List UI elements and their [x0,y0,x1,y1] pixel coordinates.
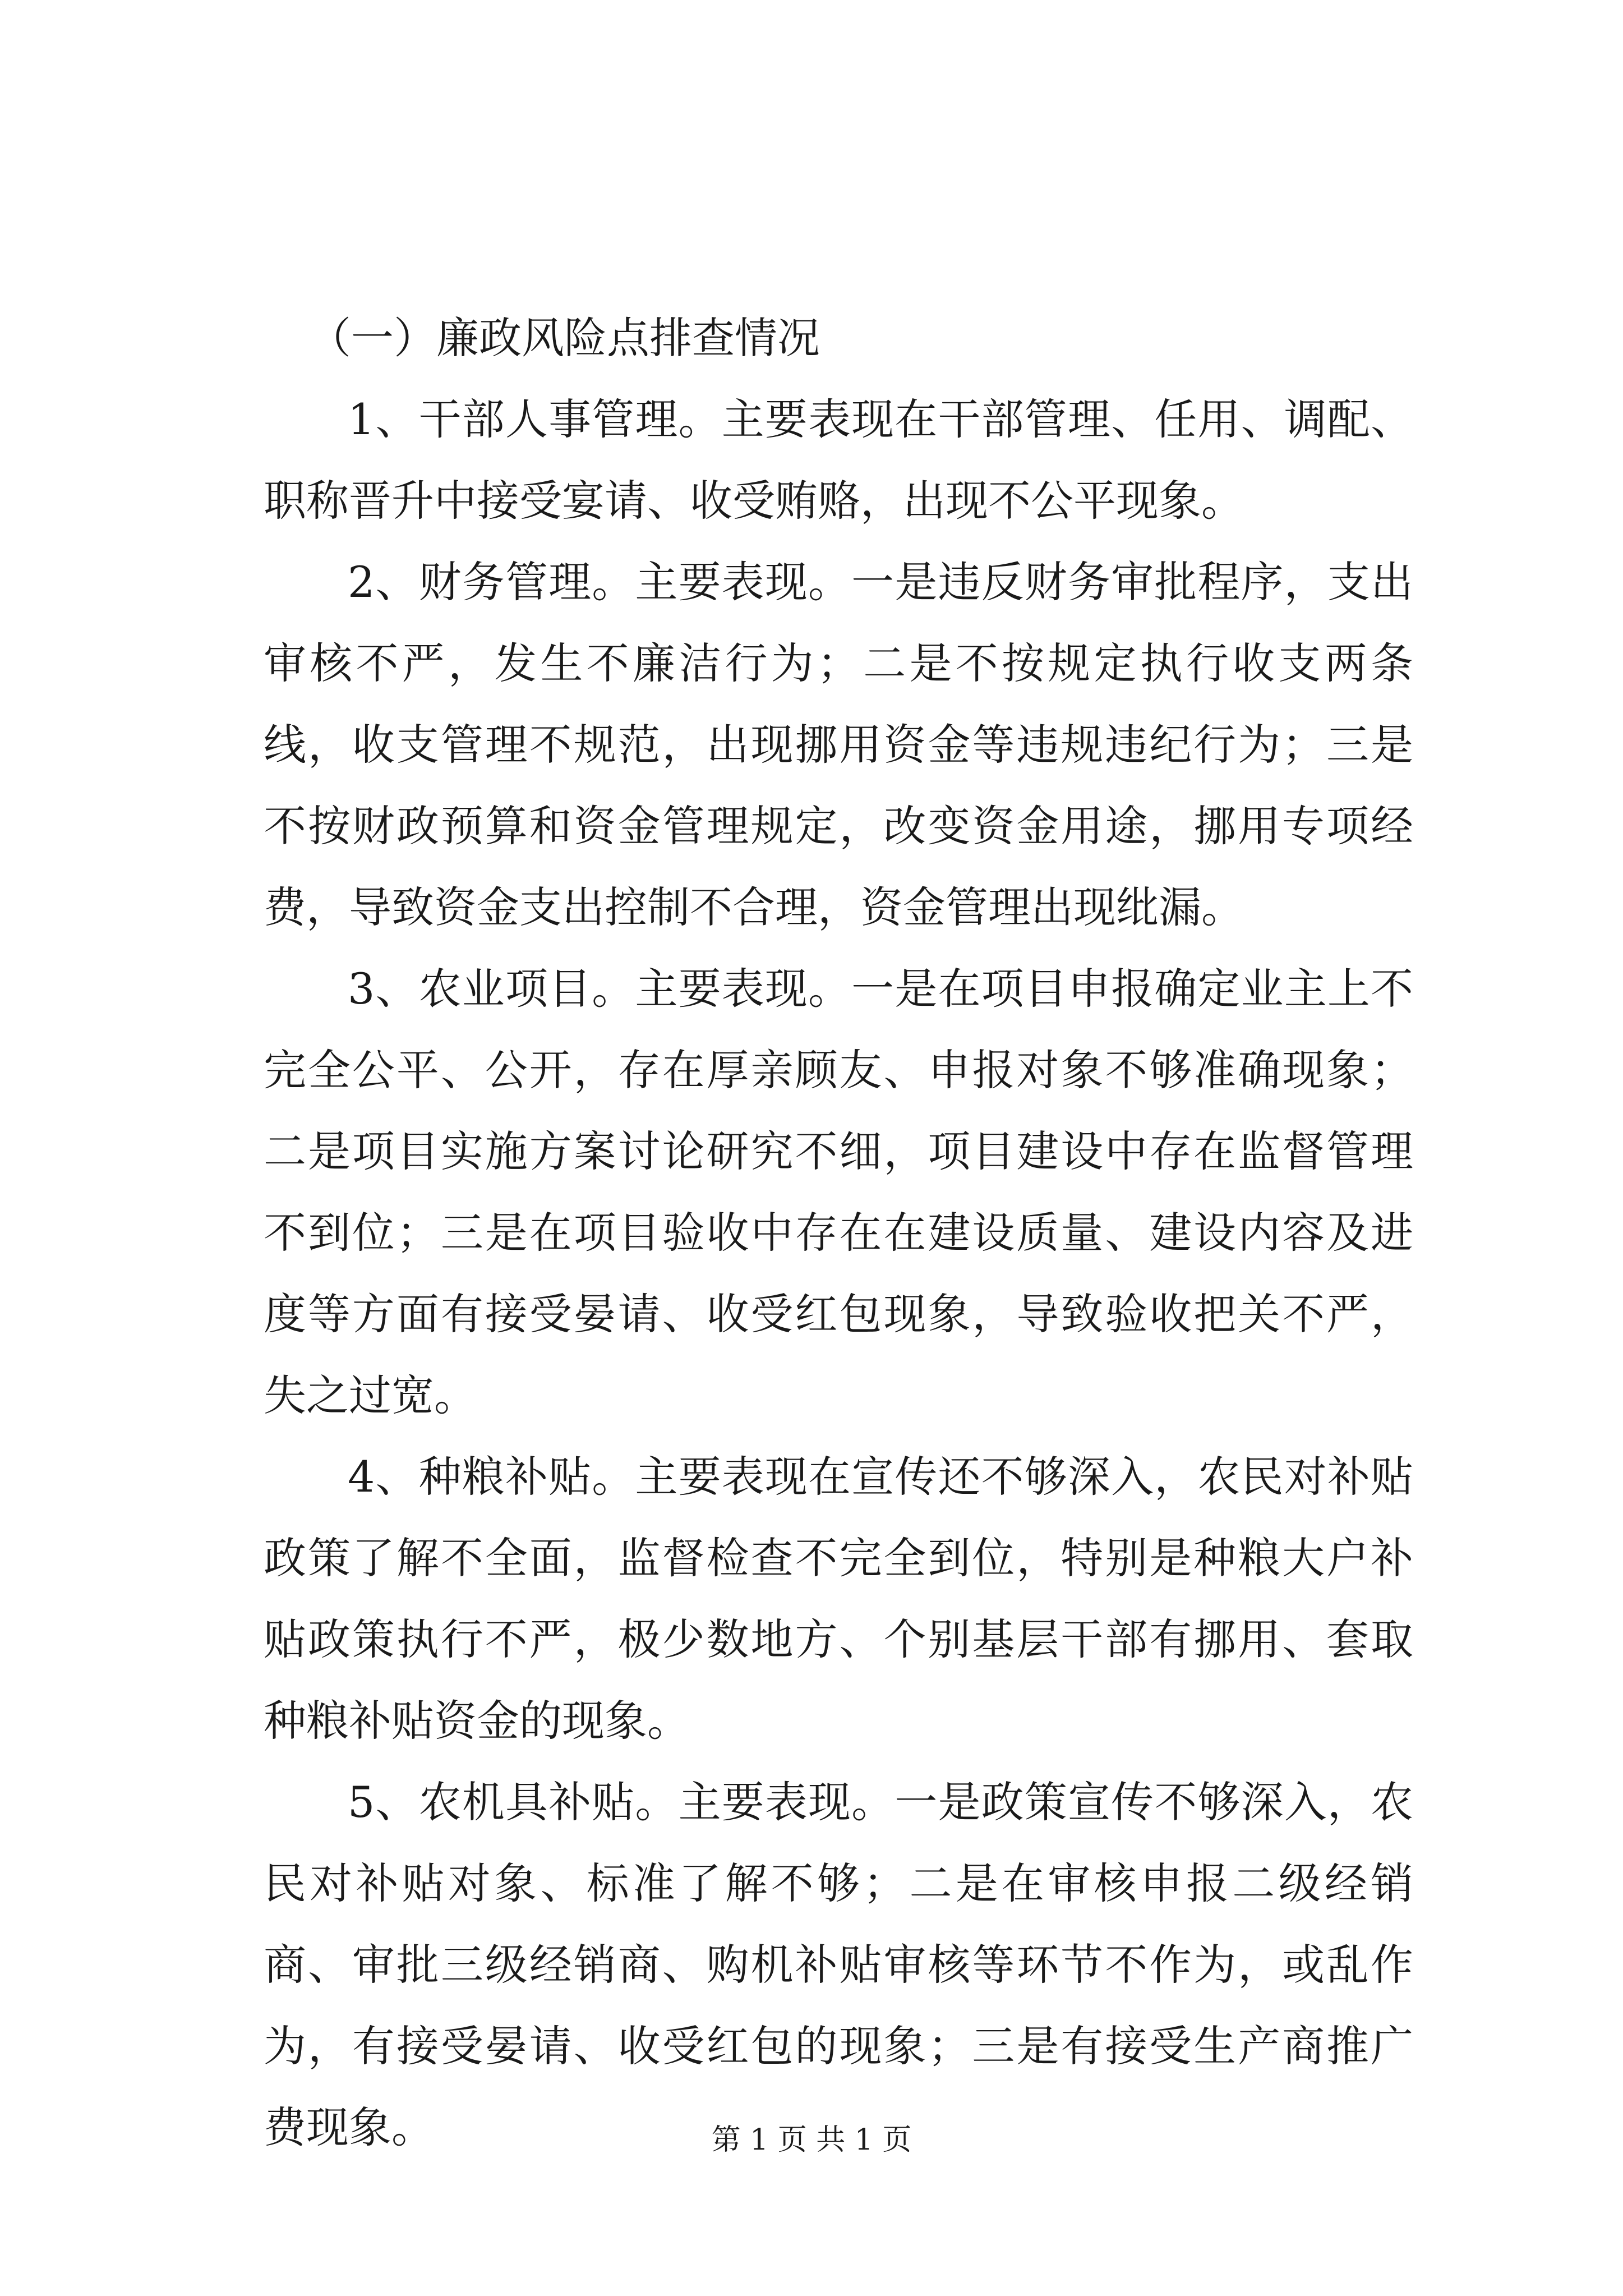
page-number-footer: 第 1 页 共 1 页 [711,2123,912,2157]
paragraph-personnel: 1、干部人事管理。主要表现在干部管理、任用、调配、职称晋升中接受宴请、收受贿赂，出现不公平现象。 [264,394,1413,526]
paragraph-agri-projects: 3、农业项目。主要表现。一是在项目申报确定业主上不完全公平、公开，存在厚亲顾友、申报对象不够准确现象；二是项目实施方案讨论研究不细，项目建设中存在监督管理不到位；三是在项目验收中存在在建设质量、建设内容及进度等方面有接受晏请、收受红包现象，导致验收把关不严，失之过宽。 [264,964,1413,1420]
paragraph-finance: 2、财务管理。主要表现。一是违反财务审批程序，支出审核不严，发生不廉洁行为；二是不按规定执行收支两条线，收支管理不规范，出现挪用资金等违规违纪行为；三是不按财政预算和资金管理规定，改变资金用途，挪用专项经费，导致资金支出控制不合理，资金管理出现纰漏。 [264,557,1413,932]
document-body [264,297,1413,2168]
paragraph-grain-subsidy: 4、种粮补贴。主要表现在宣传还不够深入，农民对补贴政策了解不全面，监督检查不完全到位，特别是种粮大户补贴政策执行不严，极少数地方、个别基层干部有挪用、套取种粮补贴资金的现象。 [264,1452,1413,1746]
section-heading: （一）廉政风险点排查情况 [308,313,820,363]
paragraph-machinery-subsidy: 5、农机具补贴。主要表现。一是政策宣传不够深入，农民对补贴对象、标准了解不够；二是在审核申报二级经销商、审批三级经销商、购机补贴审核等环节不作为，或乱作为，有接受晏请、收受红包的现象；三是有接受生产商推广费现象。 [264,1777,1413,2152]
